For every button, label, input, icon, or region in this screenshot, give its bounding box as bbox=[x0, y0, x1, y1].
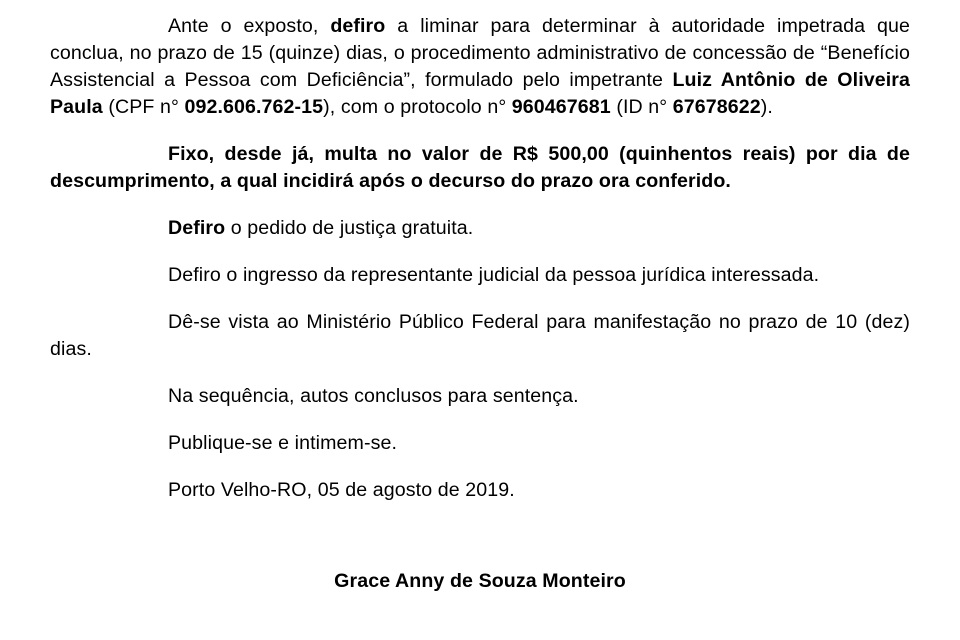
text-run: a liminar para determinar à autoridade impetrada que conclua, no prazo de 15 (quinze) dias, o procedimento administrativo de concessão de “Benefício Assistencial a Pessoa com Deficiência”, formulado pelo impetrante bbox=[50, 15, 910, 91]
paragraph-local-data bbox=[50, 477, 910, 504]
text-run: Publique-se e intimem-se. bbox=[168, 432, 398, 454]
text-run: ). bbox=[760, 96, 773, 118]
impetrante-name: Luiz Antônio de Oliveira Paula bbox=[50, 69, 910, 118]
protocol-number: 960467681 bbox=[511, 96, 611, 118]
text-run: ), com o protocolo n° bbox=[323, 96, 512, 118]
text-run: (CPF n° bbox=[102, 96, 185, 118]
text-run: Dê-se vista ao Ministério Público Federal para manifestação no prazo de 10 (dez) dias. bbox=[50, 311, 910, 360]
paragraph-vista-mpf bbox=[50, 309, 910, 363]
id-number: 67678622 bbox=[672, 96, 761, 118]
text-run: Ante o exposto, bbox=[168, 15, 331, 37]
paragraph-publique-se bbox=[50, 430, 910, 457]
paragraph-decision-liminar bbox=[50, 13, 910, 121]
text-run: Porto Velho-RO, 05 de agosto de 2019. bbox=[168, 479, 515, 501]
text-run: Na sequência, autos conclusos para sentença. bbox=[168, 385, 579, 407]
paragraph-justica-gratuita bbox=[50, 215, 910, 242]
signature-name: Grace Anny de Souza Monteiro bbox=[334, 570, 626, 592]
text-run: (ID n° bbox=[610, 96, 673, 118]
text-run-bold: Defiro bbox=[168, 217, 226, 239]
text-run: o pedido de justiça gratuita. bbox=[225, 217, 474, 239]
paragraph-ingresso-representante bbox=[50, 262, 910, 289]
paragraph-conclusos-sentenca bbox=[50, 383, 910, 410]
text-run: Defiro o ingresso da representante judicial da pessoa jurídica interessada. bbox=[168, 264, 820, 286]
paragraph-multa bbox=[50, 141, 910, 195]
text-run-bold: Fixo, desde já, multa no valor de R$ 500,00 (quinhentos reais) por dia de descumprimento, a qual incidirá após o decurso do prazo ora conferido. bbox=[50, 143, 910, 192]
cpf-number: 092.606.762-15 bbox=[184, 96, 324, 118]
text-run-bold: defiro bbox=[330, 15, 386, 37]
